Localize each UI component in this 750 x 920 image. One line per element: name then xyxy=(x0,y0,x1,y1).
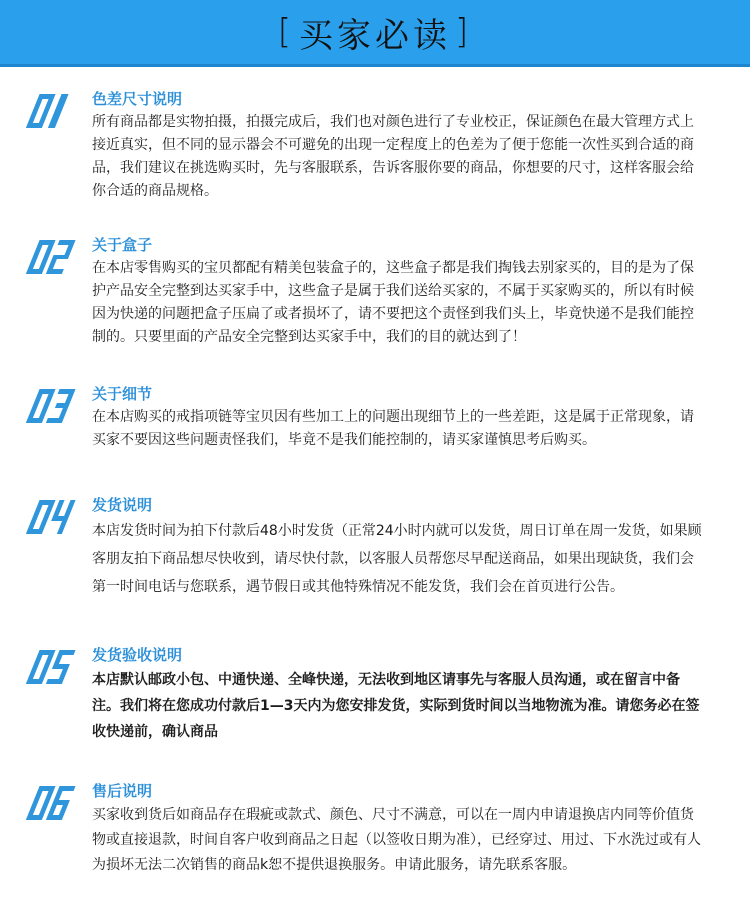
numeral-06-icon xyxy=(20,780,82,826)
numeral-01-icon xyxy=(20,88,82,134)
numeral-text: 01 xyxy=(20,88,22,89)
section-title: 发货说明 xyxy=(92,496,153,514)
numeral-text: 06 xyxy=(20,780,22,781)
section-body: 在本店零售购买的宝贝都配有精美包装盒子的，这些盒子都是我们掏钱去别家买的，目的是为了保护产品安全完整到达买家手中，这些盒子是属于我们送给买家的，不属于买家购买的，所以有时候因为快递的问题把盒子压扁了或者损坏了，请不要把这个责怪到我们头上，毕竟快递不是我们能控制的。只要里面的产品安全完整到达买家手中，我们的目的就达到了！ xyxy=(92,260,694,345)
numeral-04-icon xyxy=(20,494,82,540)
title-bracket-left: [ xyxy=(277,12,295,52)
title-bracket-right: ] xyxy=(455,12,473,52)
numeral-03-icon xyxy=(20,383,82,429)
section-body: 本店发货时间为拍下付款后48小时发货（正常24小时内就可以发货，周日订单在周一发货，如果顾客朋友拍下商品想尽快收到，请尽快付款，以客服人员帮您尽早配送商品，如果出现缺货，我们会第一时间电话与您联系，遇节假日或其他特殊情况不能发货，我们会在首页进行公告。 xyxy=(92,523,702,595)
section-title: 发货验收说明 xyxy=(92,646,183,664)
numeral-02-icon xyxy=(20,234,82,280)
section-title: 关于细节 xyxy=(92,385,153,403)
section-title: 售后说明 xyxy=(92,782,153,800)
numeral-text: 03 xyxy=(20,383,22,384)
section-body: 所有商品都是实物拍摄，拍摄完成后，我们也对颜色进行了专业校正，保证颜色在最大管理方式上接近真实，但不同的显示器会不可避免的出现一定程度上的色差为了便于您能一次性买到合适的商品，我们建议在挑选购买时，先与客服联系，告诉客服你要的商品，你想要的尺寸，这样客服会给你合适的商品规格。 xyxy=(92,114,694,199)
numeral-text: 05 xyxy=(20,644,22,645)
section-title: 关于盒子 xyxy=(92,236,153,254)
page-title xyxy=(0,0,750,64)
section-body: 本店默认邮政小包、中通快递、全峰快递，无法收到地区请事先与客服人员沟通，或在留言中备注。我们将在您成功付款后1—3天内为您安排发货，实际到货时间以当地物流为准。请您务必在签收快递前，确认商品 xyxy=(92,672,700,740)
section-body: 买家收到货后如商品存在瑕疵或款式、颜色、尺寸不满意，可以在一周内申请退换店内同等价值货物或直接退款，时间自客户收到商品之日起（以签收日期为准），已经穿过、用过、下水洗过或有人为损坏无法二次销售的商品k恕不提供退换服务。申请此服务，请先联系客服。 xyxy=(92,807,701,873)
section-body: 在本店购买的戒指项链等宝贝因有些加工上的问题出现细节上的一些差距，这是属于正常现象，请买家不要因这些问题责怪我们，毕竟不是我们能控制的，请买家谨慎思考后购买。 xyxy=(92,409,694,448)
section-title: 色差尺寸说明 xyxy=(92,90,183,108)
numeral-text: 04 xyxy=(20,494,22,495)
numeral-text: 02 xyxy=(20,234,22,235)
numeral-05-icon xyxy=(20,644,82,690)
title-text: 买家必读 xyxy=(299,15,451,56)
